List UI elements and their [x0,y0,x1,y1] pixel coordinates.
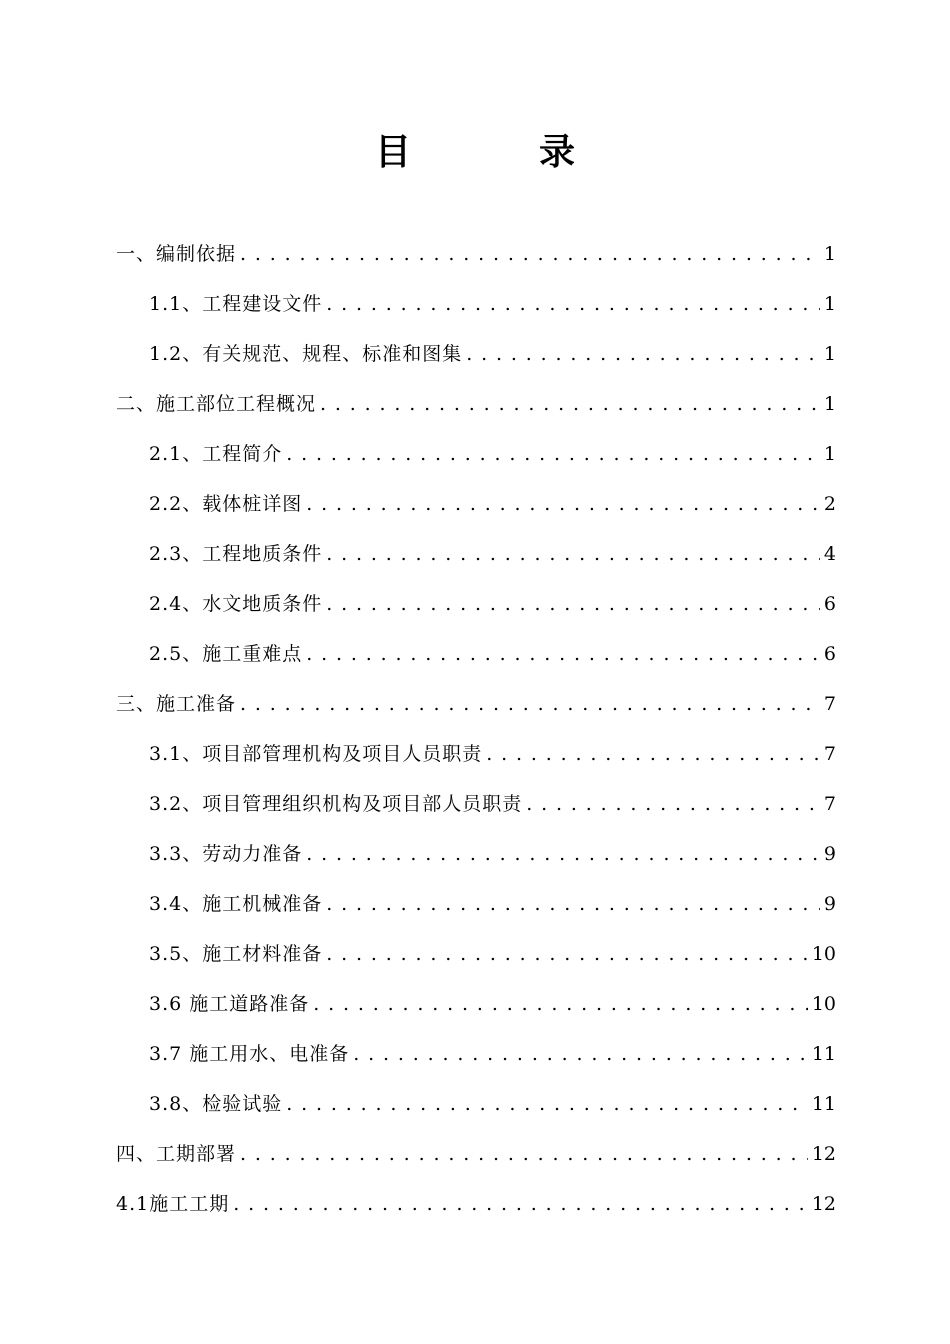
toc-leader-dots [306,492,820,516]
toc-entry-label: 四、工期部署 [116,1143,237,1165]
toc-entry-label: 二、施工部位工程概况 [116,393,317,415]
toc-entry[interactable] [0,679,950,729]
toc-entry[interactable] [0,479,950,529]
toc-entry[interactable] [0,779,950,829]
toc-leader-dots [240,692,820,716]
toc-entry[interactable] [0,229,950,279]
toc-leader-dots [306,842,820,866]
toc-entry-page: 1 [823,393,836,415]
toc-leader-dots [313,992,808,1016]
toc-entry-page: 1 [823,243,836,265]
toc-leader-dots [326,292,820,316]
toc-entry-label: 三、施工准备 [116,693,237,715]
toc-leader-dots [526,792,820,816]
toc-leader-dots [353,1042,808,1066]
toc-entry-page: 7 [823,693,836,715]
toc-entry-label: 2.3、工程地质条件 [149,543,323,565]
page-title: 目 录 [374,131,621,173]
toc-entry-page: 2 [823,493,836,515]
toc-entry-page: 4 [823,543,836,565]
toc-entry-label: 2.2、载体桩详图 [149,493,303,515]
toc-entry[interactable] [0,329,950,379]
toc-entry[interactable] [0,979,950,1029]
toc-entry-page: 1 [823,343,836,365]
toc-entry-label: 3.4、施工机械准备 [149,893,323,915]
toc-entry[interactable] [0,629,950,679]
toc-entry-page: 10 [811,943,836,965]
toc-entry-page: 6 [823,643,836,665]
toc-entry-page: 12 [811,1193,836,1215]
toc-leader-dots [240,1142,808,1166]
toc-entry[interactable] [0,529,950,579]
toc-entry-label: 3.6 施工道路准备 [149,993,310,1015]
toc-leader-dots [326,942,808,966]
toc-leader-dots [286,1092,808,1116]
toc-leader-dots [326,592,820,616]
toc-entry[interactable] [0,729,950,779]
toc-leader-dots [466,342,820,366]
toc-entry-label: 2.1、工程简介 [149,443,283,465]
toc-entry-page: 7 [823,793,836,815]
toc-entry-page: 11 [811,1043,836,1065]
toc-entry[interactable] [0,429,950,479]
toc-entry-label: 3.1、项目部管理机构及项目人员职责 [149,743,483,765]
toc-entry-label: 1.2、有关规范、规程、标准和图集 [149,343,463,365]
toc-entry-page: 12 [811,1143,836,1165]
toc-entry-page: 9 [823,843,836,865]
toc-entry-page: 6 [823,593,836,615]
toc-entry[interactable] [0,379,950,429]
toc-entry-label: 4.1施工工期 [116,1193,230,1215]
toc-entry-page: 9 [823,893,836,915]
toc-entry-page: 11 [811,1093,836,1115]
toc-leader-dots [306,642,820,666]
toc-entry[interactable] [0,879,950,929]
toc-entry-label: 3.2、项目管理组织机构及项目部人员职责 [149,793,523,815]
toc-entry[interactable] [0,1079,950,1129]
toc-entry-page: 1 [823,443,836,465]
toc-leader-dots [326,542,820,566]
toc-leader-dots [326,892,820,916]
toc-leader-dots [233,1192,808,1216]
toc-entry[interactable] [0,929,950,979]
toc-entry-label: 3.7 施工用水、电准备 [149,1043,350,1065]
toc-entry[interactable] [0,829,950,879]
toc-entry-label: 一、编制依据 [116,243,237,265]
toc-leader-dots [486,742,820,766]
toc-entry-label: 1.1、工程建设文件 [149,293,323,315]
toc-leader-dots [240,242,820,266]
toc-entry-label: 2.4、水文地质条件 [149,593,323,615]
toc-entry-label: 2.5、施工重难点 [149,643,303,665]
toc-entry[interactable] [0,579,950,629]
toc-entry-page: 7 [823,743,836,765]
table-of-contents [0,229,950,1229]
toc-entry-page: 10 [811,993,836,1015]
toc-entry[interactable] [0,1179,950,1229]
toc-entry-label: 3.8、检验试验 [149,1093,283,1115]
toc-leader-dots [320,392,820,416]
toc-entry-page: 1 [823,293,836,315]
toc-leader-dots [286,442,820,466]
toc-entry-label: 3.5、施工材料准备 [149,943,323,965]
toc-entry-label: 3.3、劳动力准备 [149,843,303,865]
toc-entry[interactable] [0,1129,950,1179]
toc-entry[interactable] [0,279,950,329]
toc-entry[interactable] [0,1029,950,1079]
